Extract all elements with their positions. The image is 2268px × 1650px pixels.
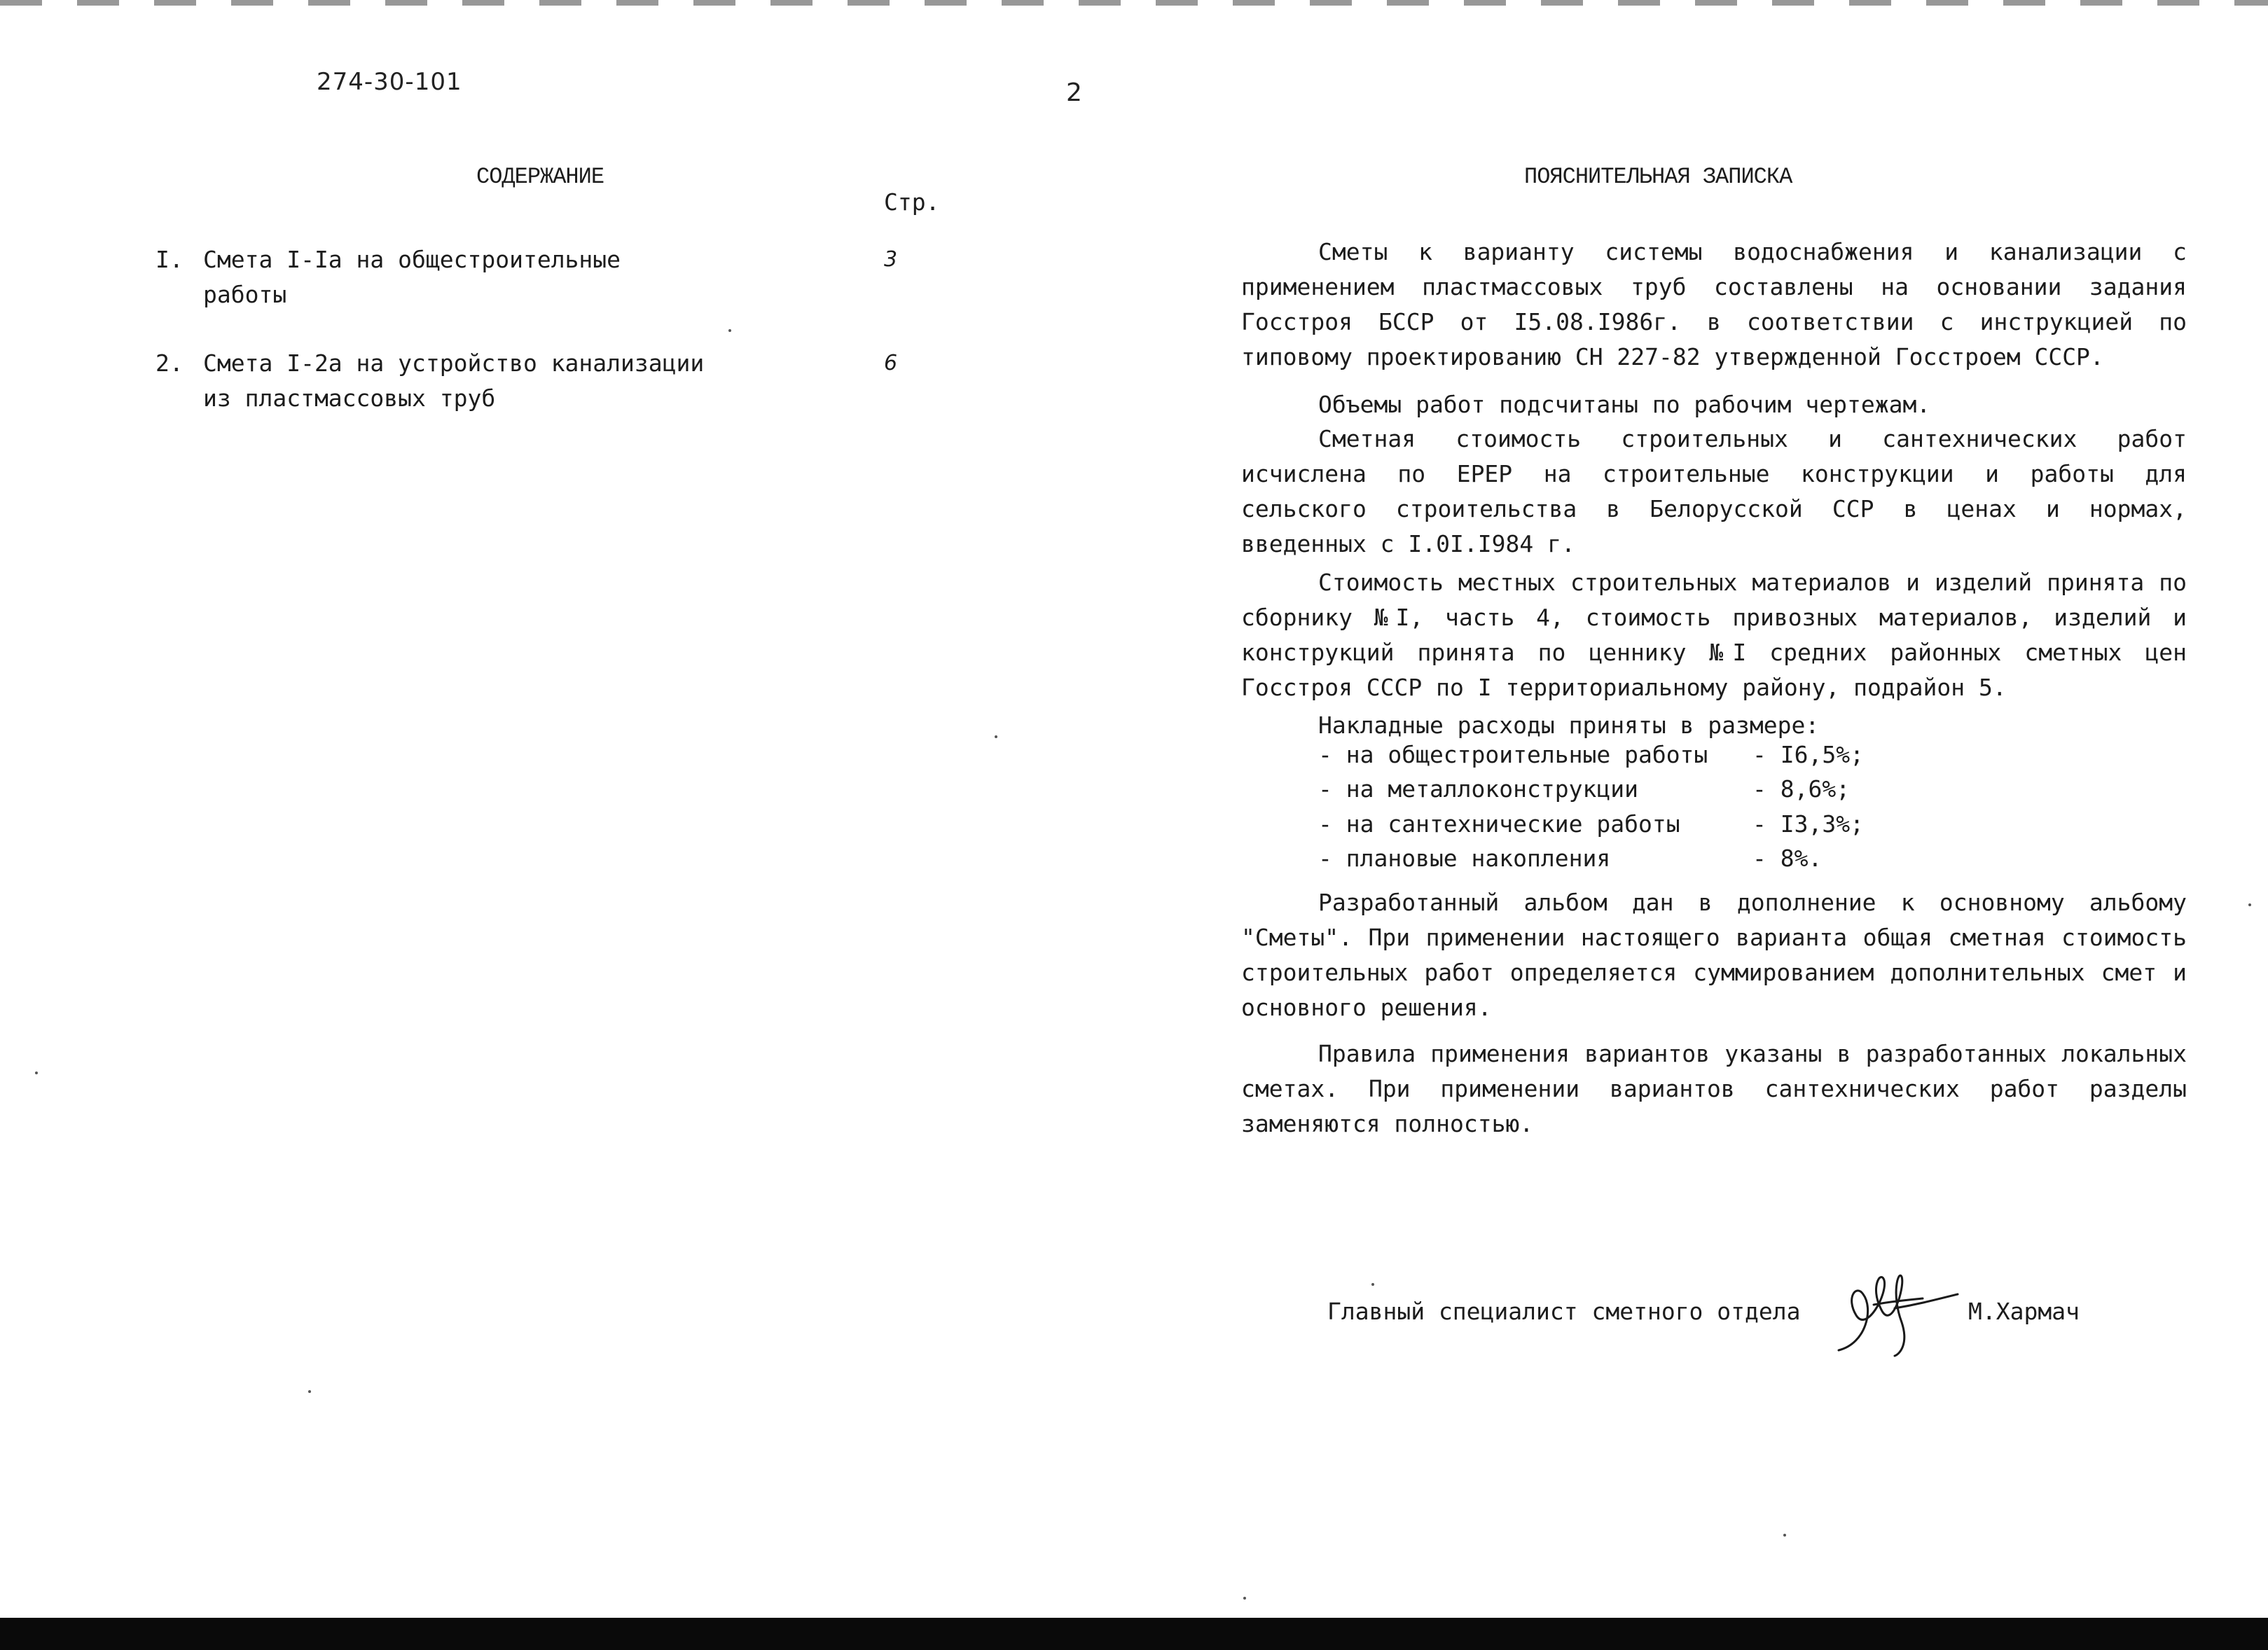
rate-label: - на общестроительные работы (1318, 741, 1708, 768)
toc-item-number: I. (155, 246, 184, 273)
page-column-label: Стр. (884, 188, 940, 216)
note-paragraph: Накладные расходы приняты в размере: (1318, 712, 1820, 739)
contents-title: СОДЕРЖАНИЕ (476, 164, 604, 190)
rate-value: - I3,3%; (1752, 810, 1864, 838)
toc-item-line: Смета I-Ia на общестроительные (203, 246, 621, 273)
toc-item (155, 242, 898, 312)
handwritten-signature (1825, 1266, 1979, 1357)
note-paragraph: Сметы к варианту системы водоснабжения и канализации с применением пластмассовых труб составлены на основании задания Госстроя БССР от I5.08.I986г. в соответствии с инструкцией по типовому проектированию СН 227-82 утвержденной Госстроем СССР. (1241, 238, 2187, 370)
scan-bottom-edge (0, 1618, 2268, 1650)
scan-speck (1783, 1534, 1786, 1537)
doc-number: 274-30-101 (317, 68, 462, 96)
signature-label: Главный специалист сметного отдела (1327, 1298, 1801, 1325)
toc-item-line: из пластмассовых труб (203, 384, 496, 412)
scan-speck (2248, 903, 2251, 906)
scan-speck (1371, 1283, 1374, 1286)
overhead-rate-row (1318, 737, 1949, 772)
note-paragraph: Разработанный альбом дан в дополнение к основному альбому "Сметы". При применении настоящего варианта общая сметная стоимость строительных работ определяется суммированием дополнительных смет и основного решения. (1241, 889, 2187, 1021)
toc-item-page: 3 (884, 247, 898, 272)
rate-value: - I6,5%; (1752, 741, 1864, 768)
overhead-rate-row (1318, 841, 1949, 876)
scan-speck (1243, 1597, 1246, 1600)
rate-label: - плановые накопления (1318, 845, 1611, 872)
note-paragraph: Правила применения вариантов указаны в разработанных локальных сметах. При применении вариантов сантехнических работ разделы заменяются полностью. (1241, 1040, 2187, 1137)
toc-item-number: 2. (155, 349, 184, 377)
signer-name: М.Хармач (1968, 1298, 2080, 1325)
note-paragraph: Сметная стоимость строительных и сантехнических работ исчислена по ЕРЕР на строительные конструкции и работы для сельского строительства в Белорусской ССР в ценах и нормах, введенных с I.0I.I984 г. (1241, 425, 2187, 557)
rate-label: - на металлоконструкции (1318, 775, 1638, 803)
scan-speck (35, 1072, 38, 1074)
note-paragraph: Объемы работ подсчитаны по рабочим чертежам. (1318, 391, 1931, 418)
rate-value: - 8,6%; (1752, 775, 1851, 803)
overhead-rate-row (1318, 772, 1949, 807)
note-paragraph: Стоимость местных строительных материалов и изделий принята по сборнику №I, часть 4, стоимость привозных материалов, изделий и конструкций принята по ценнику №I средних районных сметных цен Госстроя СССР по I территориальному району, подрайон 5. (1241, 569, 2187, 701)
overhead-rate-row (1318, 807, 1949, 842)
scan-speck (995, 735, 997, 738)
rate-value: - 8%. (1752, 845, 1823, 872)
page-number: 2 (1066, 78, 1083, 107)
scan-speck (308, 1390, 311, 1393)
scan-top-edge (0, 0, 2268, 6)
scan-speck (728, 329, 731, 332)
toc-item (155, 346, 898, 416)
toc-item-line: Смета I-2а на устройство канализации (203, 349, 705, 377)
toc-item-line: работы (203, 281, 287, 308)
toc-item-text (203, 242, 763, 312)
rate-label: - на сантехнические работы (1318, 810, 1680, 838)
toc-item-page: 6 (884, 351, 898, 375)
note-title: ПОЯСНИТЕЛЬНАЯ ЗАПИСКА (1524, 164, 1792, 190)
toc-item-text (203, 346, 763, 416)
